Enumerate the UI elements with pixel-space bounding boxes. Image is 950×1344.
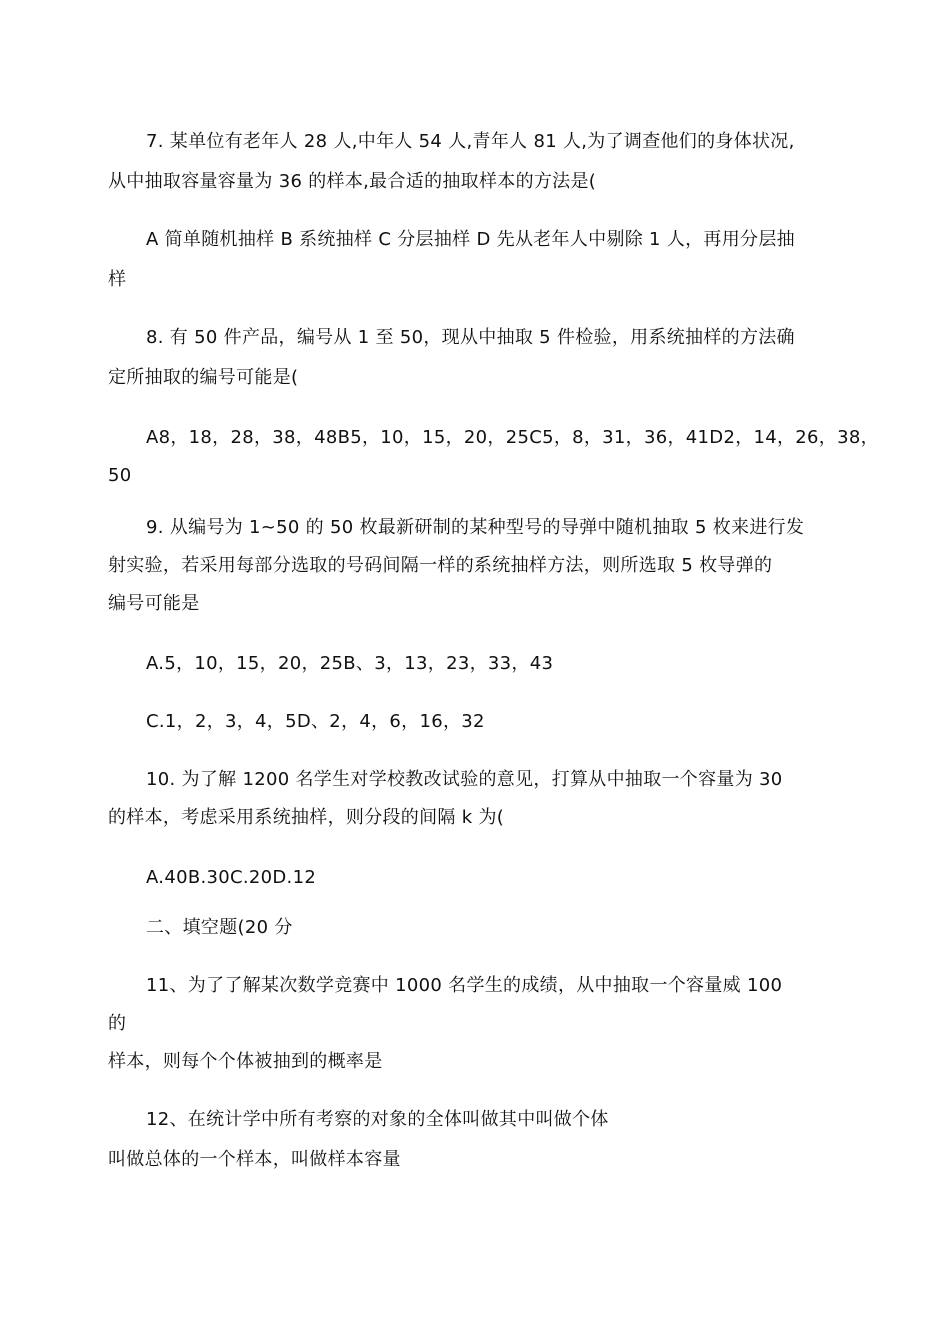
question-9-text-cont-2: 编号可能是 (108, 593, 200, 614)
question-12-text-cont: 叫做总体的一个样本，叫做样本容量 (108, 1149, 401, 1170)
question-9-text-cont: 射实验，若采用每部分选取的号码间隔一样的系统抽样方法，则所选取 5 枚导弹的 (108, 555, 773, 576)
question-7-options: A 简单随机抽样 B 系统抽样 C 分层抽样 D 先从老年人中剔除 1 人，再用分层抽 (146, 229, 795, 250)
question-10-text: 10. 为了解 1200 名学生对学校教改试验的意见，打算从中抽取一个容量为 30 (146, 769, 783, 790)
question-8-options-cont: 50 (108, 465, 132, 486)
question-7-options-cont: 样 (108, 269, 127, 290)
section-heading-fill-in: 二、填空题(20 分 (146, 917, 293, 938)
question-8-options: A8，18，28，38，48B5，10，15，20，25C5，8，31，36，41D2，14，26，38， (146, 427, 879, 448)
question-12-text: 12、在统计学中所有考察的对象的全体叫做其中叫做个体 (146, 1109, 609, 1130)
question-8-text: 8. 有 50 件产品，编号从 1 至 50，现从中抽取 5 件检验，用系统抽样的方法确 (146, 327, 795, 348)
question-10-options: A.40B.30C.20D.12 (146, 867, 317, 888)
question-7-text-cont: 从中抽取容量容量为 36 的样本,最合适的抽取样本的方法是( (108, 171, 597, 192)
question-10-text-cont: 的样本，考虑采用系统抽样，则分段的间隔 k 为( (108, 807, 505, 828)
question-11-text: 11、为了了解某次数学竞赛中 1000 名学生的成绩，从中抽取一个容量威 100 (146, 975, 783, 996)
question-9-options-cd: C.1，2，3，4，5D、2，4，6，16，32 (146, 711, 485, 732)
question-9-text: 9. 从编号为 1~50 的 50 枚最新研制的某种型号的导弹中随机抽取 5 枚来进行发 (146, 517, 805, 538)
question-9-options-ab: A.5，10，15，20，25B、3，13，23，33，43 (146, 653, 554, 674)
question-11-text-cont: 的 (108, 1013, 127, 1034)
question-7-text: 7. 某单位有老年人 28 人,中年人 54 人,青年人 81 人,为了调查他们的身体状况, (146, 131, 795, 152)
question-8-text-cont: 定所抽取的编号可能是( (108, 367, 299, 388)
question-11-text-cont-2: 样本，则每个个体被抽到的概率是 (108, 1051, 383, 1072)
